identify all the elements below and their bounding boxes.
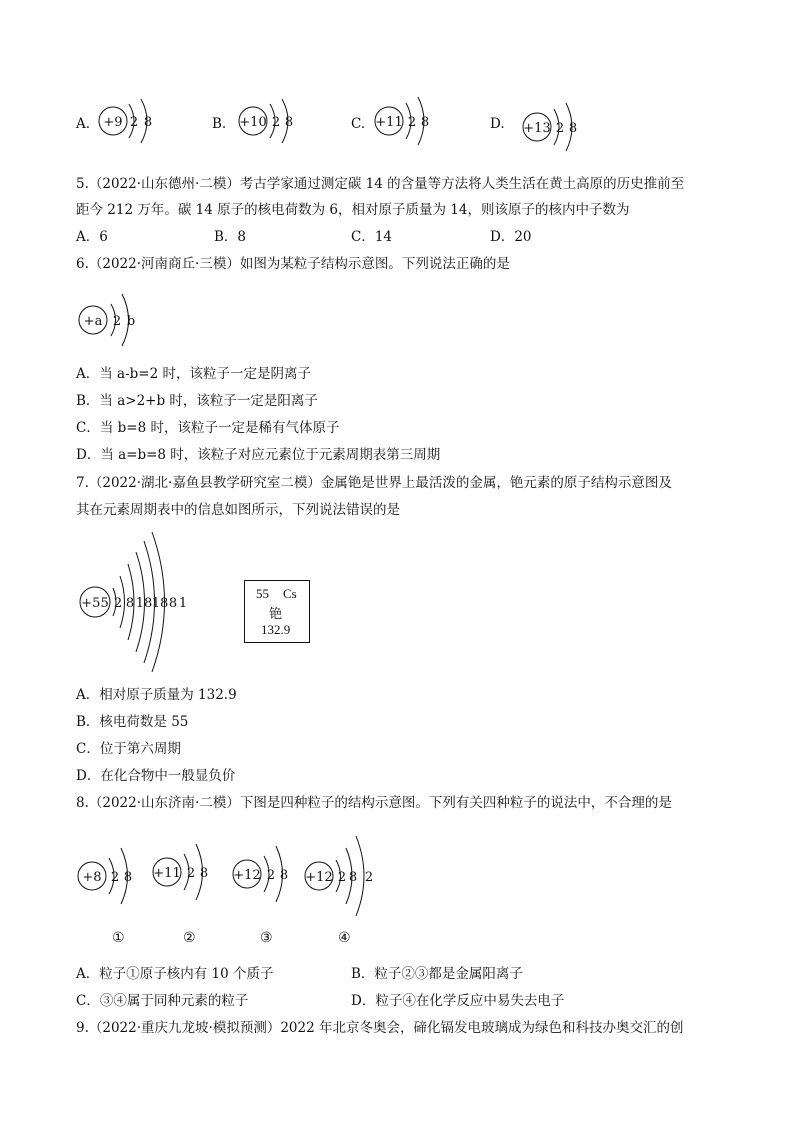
- q8-diagram-3-label: ③: [260, 930, 273, 946]
- q8-diagram-4-label: ④: [338, 930, 351, 946]
- q4-option-a-diagram: [96, 92, 166, 152]
- q8-diagram-1: [76, 840, 146, 912]
- q4-option-b-letter: B.: [212, 116, 227, 132]
- q7-element-symbol: Cs: [283, 586, 297, 601]
- q8-diagram-2-shell-1: 2: [186, 866, 196, 881]
- q8-diagram-4-shell-1: 2: [337, 870, 347, 885]
- q7-option-b[interactable]: B．核电荷数是 55: [76, 714, 189, 730]
- q6-option-b[interactable]: B．当 a>2+b 时，该粒子一定是阳离子: [76, 393, 318, 409]
- q8-option-b[interactable]: B．粒子②③都是金属阳离子: [351, 966, 523, 982]
- q6-shell-1: 2: [112, 314, 122, 329]
- q6-option-d[interactable]: D．当 a=b=8 时，该粒子对应元素位于元素周期表第三周期: [76, 447, 441, 463]
- q9-stem-line-1: 9.（2022·重庆九龙坡·模拟预测）2022 年北京冬奥会，碲化镉发电玻璃成为绿色和科技办奥交汇的创: [76, 1020, 684, 1036]
- q6-stem: 6.（2022·河南商丘·三模）如图为某粒子结构示意图。下列说法正确的是: [76, 256, 510, 272]
- q5-option-c[interactable]: C．14: [351, 229, 393, 245]
- q8-option-d[interactable]: D．粒子④在化学反应中易失去电子: [351, 993, 565, 1009]
- q8-diagram-4-nucleus: +12: [305, 870, 333, 885]
- q4-option-d-nucleus: +13: [523, 121, 551, 136]
- q4-option-a-letter: A.: [76, 116, 91, 132]
- q8-diagram-2-label: ②: [183, 930, 196, 946]
- q7-stem-line-2: 其在元素周期表中的信息如图所示，下列说法错误的是: [76, 502, 400, 518]
- q8-stem: 8.（2022·山东济南·二模）下图是四种粒子的结构示意图。下列有关四种粒子的说法中，不合理的是: [76, 795, 672, 811]
- q4-option-b-shell-1: 2: [271, 115, 281, 130]
- q5-stem-line-2: 距今 212 万年。碳 14 原子的核电荷数为 6，相对原子质量为 14，则该原子的核内中子数为: [76, 202, 630, 218]
- q4-option-d-shell-1: 2: [555, 121, 565, 136]
- q4-option-a-shell-2: 8: [143, 115, 153, 130]
- q8-diagram-1-shell-2: 8: [123, 870, 133, 885]
- q7-shell-2: 8: [125, 596, 135, 611]
- q8-diagram-4: [302, 832, 384, 922]
- q4-option-c-shell-2: 8: [420, 115, 430, 130]
- q4-option-a-nucleus: +9: [103, 115, 123, 130]
- q7-stem-line-1: 7.（2022·湖北·嘉鱼县教学研究室二模）金属铯是世界上最活泼的金属，铯元素的原子结构示意图及: [76, 475, 672, 491]
- q7-element-name: 铯: [269, 606, 283, 621]
- q4-option-b-diagram: [236, 92, 306, 152]
- q8-diagram-3-shell-2: 8: [279, 868, 289, 883]
- q7-option-c[interactable]: C．位于第六周期: [76, 741, 181, 757]
- q5-option-b[interactable]: B．8: [214, 229, 247, 245]
- q4-option-a-shell-1: 2: [129, 115, 139, 130]
- q7-shell-3: 18: [135, 596, 153, 611]
- q6-option-c[interactable]: C．当 b=8 时，该粒子一定是稀有气体原子: [76, 420, 340, 436]
- q5-stem-line-1: 5.（2022·山东德州·二模）考古学家通过测定碳 14 的含量等方法将人类生活在黄土高原的历史推前至: [76, 176, 685, 192]
- q4-option-b-nucleus: +10: [239, 115, 267, 130]
- q6-shell-2: b: [126, 314, 136, 329]
- q4-option-d-shell-2: 8: [568, 121, 578, 136]
- q7-option-a[interactable]: A．相对原子质量为 132.9: [76, 687, 237, 703]
- q4-option-c-nucleus: +11: [375, 115, 403, 130]
- q5-option-d[interactable]: D．20: [490, 229, 532, 245]
- q8-diagram-3: [230, 838, 300, 910]
- q7-periodic-table-cell: [244, 580, 310, 643]
- q8-diagram-2-shell-2: 8: [199, 866, 209, 881]
- q8-diagram-4-shell-2: 8: [348, 870, 358, 885]
- q6-option-a[interactable]: A．当 a-b=2 时，该粒子一定是阴离子: [76, 366, 311, 382]
- q8-diagram-1-nucleus: +8: [82, 870, 102, 885]
- q5-option-a[interactable]: A．6: [76, 229, 108, 245]
- q6-diagram: [76, 288, 156, 354]
- q7-cesium-atom-diagram: [76, 530, 206, 678]
- q4-option-d-letter: D.: [490, 116, 505, 132]
- q8-diagram-4-shell-3: 2: [364, 870, 374, 885]
- q7-nucleus: +55: [81, 596, 109, 611]
- q7-element-number: 55: [256, 586, 269, 601]
- q8-option-a[interactable]: A．粒子①原子核内有 10 个质子: [76, 966, 274, 982]
- q8-diagram-3-shell-1: 2: [266, 868, 276, 883]
- q4-option-c-shell-1: 2: [407, 115, 417, 130]
- q4-option-c-diagram: [372, 90, 442, 152]
- q7-shell-6: 1: [178, 596, 188, 611]
- q7-shell-4: 18: [151, 596, 169, 611]
- q8-diagram-2: [150, 836, 220, 908]
- q6-nucleus: +a: [83, 314, 103, 329]
- q7-shell-1: 2: [113, 596, 123, 611]
- q8-diagram-3-nucleus: +12: [233, 868, 261, 883]
- q7-shell-5: 8: [168, 596, 178, 611]
- q7-option-d[interactable]: D．在化合物中一般显负价: [76, 768, 236, 784]
- q8-diagram-1-shell-1: 2: [110, 870, 120, 885]
- q8-diagram-2-nucleus: +11: [153, 866, 181, 881]
- q4-option-b-shell-2: 8: [284, 115, 294, 130]
- q7-element-mass: 132.9: [261, 622, 291, 637]
- q8-option-c[interactable]: C．③④属于同种元素的粒子: [76, 993, 249, 1009]
- q4-option-c-letter: C.: [351, 116, 366, 132]
- q8-diagram-1-label: ①: [112, 930, 125, 946]
- q4-option-d-diagram: [520, 96, 590, 158]
